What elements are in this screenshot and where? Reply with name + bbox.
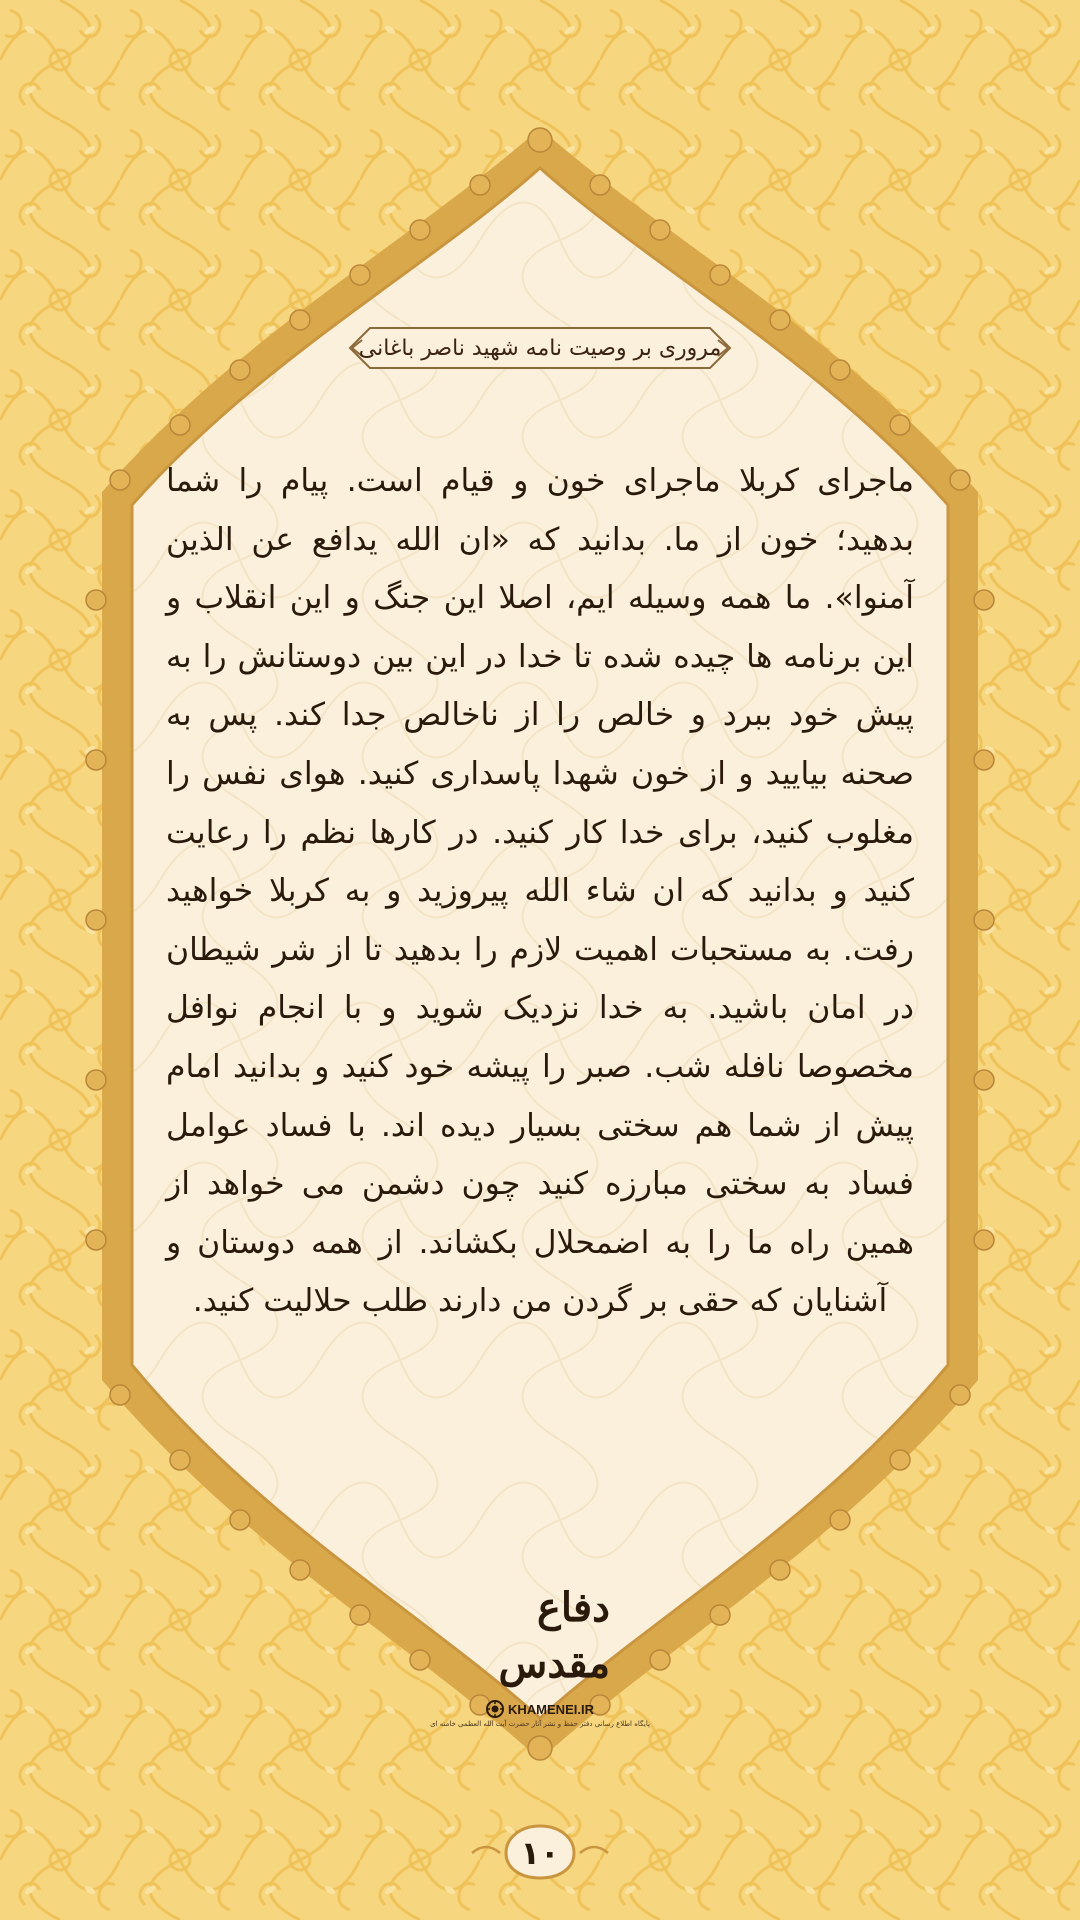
page-number-wrap (506, 1828, 574, 1878)
khamenei-emblem-icon (486, 1700, 504, 1718)
header-title: مروری بر وصیت نامه شهید ناصر باغانی (358, 335, 722, 361)
page-number: ۱۰ (520, 1834, 560, 1872)
header-badge (342, 326, 738, 370)
logo-title: دفاع مقدس (498, 1584, 610, 1687)
logo-site: KHAMENEI.IR (508, 1701, 594, 1717)
will-text: ماجرای کربلا ماجرای خون و قیام است. پیام را شما بدهید؛ خون از ما. بدانید که «ان الله یدافع عن الذین آمنوا». ما همه وسیله ایم، اصلا این جنگ و این انقلاب و این برنامه ها چیده شده تا خدا در این بین دوستانش را به پیش خود ببرد و خالص را از ناخالص جدا کند. پس به صحنه بیایید و از خون شهدا پاسداری کنید. هوای نفس را مغلوب کنید، برای خدا کار کنید. در کارها نظم را رعایت کنید و بدانید که ان شاء الله پیروزید و به کربلا خواهید رفت. به مستحبات اهمیت لازم را بدهید تا از شر شیطان در امان باشید. به خدا نزدیک شوید و با انجام نوافل مخصوصا نافله شب. صبر را پیشه خود کنید و بدانید امام پیش از شما هم سختی بسیار دیده اند. با فساد عوامل فساد به سختی مبارزه کنید چون دشمن می خواهد از همین راه ما را به اضمحلال بکشاند. از همه دوستان و آشنایان که حقی بر گردن من دارند طلب حلالیت کنید. (166, 463, 914, 1320)
logo-caption: پایگاه اطلاع رسانی دفتر حفظ و نشر آثار حضرت آیت الله العظمی خامنه ای (430, 1720, 650, 1728)
sacred-defense-logo (430, 1580, 650, 1728)
logo-site-row (486, 1700, 594, 1718)
